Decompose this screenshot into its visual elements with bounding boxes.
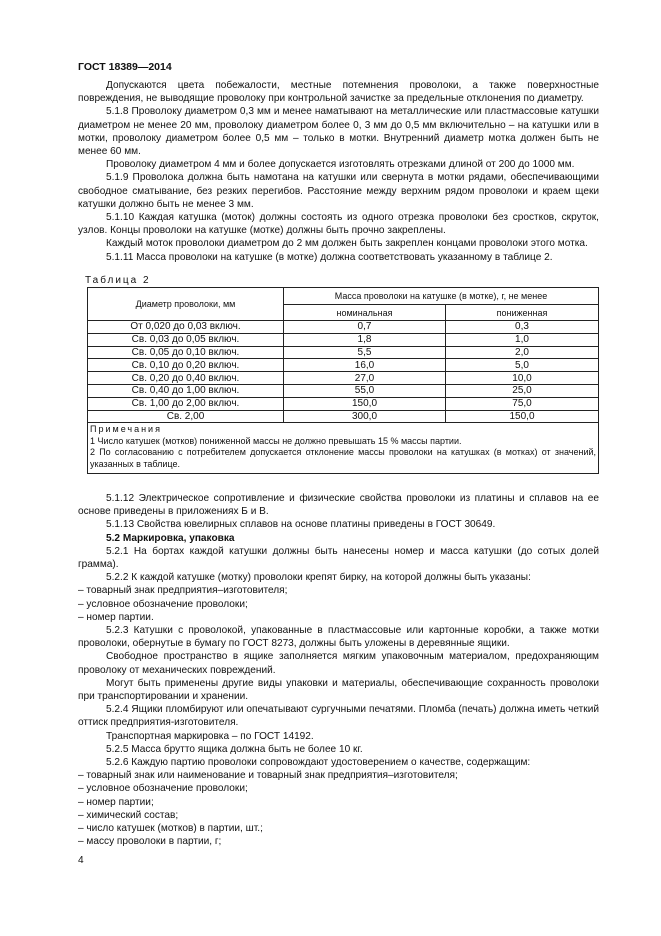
- section-heading: 5.2 Маркировка, упаковка: [106, 532, 235, 544]
- diameter-cell: Св. 0,03 до 0,05 включ.: [88, 333, 284, 346]
- nominal-mass-cell: 55,0: [284, 384, 446, 397]
- paragraph: 5.1.12 Электрическое сопротивление и физические свойства проволоки из платины и сплавов на ее основе приведены в приложениях Б и В.: [78, 493, 599, 518]
- table-row: [88, 372, 599, 385]
- paragraph: Свободное пространство в ящике заполняется мягким упаковочным материалом, предохраняющим проволоку от механических повреждений.: [78, 651, 599, 676]
- reduced-mass-cell: 150,0: [446, 410, 599, 423]
- paragraph: Каждый моток проволоки диаметром до 2 мм должен быть закреплен концами проволоки этого мотка.: [106, 238, 588, 250]
- top-text: [78, 79, 599, 264]
- list-item: – массу проволоки в партии, г;: [78, 836, 222, 848]
- list-item: – число катушек (мотков) в партии, шт.;: [78, 823, 263, 835]
- nominal-mass-cell: 0,7: [284, 321, 446, 334]
- paragraph: 5.1.8 Проволоку диаметром 0,3 мм и менее наматывают на металлические или пластмассовые катушки диаметром не менее 20 мм, проволоку диаметром более 0, 3 мм до 0,5 мм включительно – на катушки или в мотки, проволоку диаметром более 0,5 мм – только в мотки. Внутренний диаметр мотка должен быть не менее 60 мм.: [78, 106, 599, 158]
- list-item: – условное обозначение проволоки;: [78, 783, 248, 795]
- paragraph: Транспортная маркировка – по ГОСТ 14192.: [106, 730, 314, 742]
- column-header-reduced: пониженная: [446, 305, 599, 321]
- table-notes: [88, 423, 599, 474]
- notes-title: Примечания: [90, 424, 162, 435]
- nominal-mass-cell: 5,5: [284, 346, 446, 359]
- column-header-nominal: номинальная: [284, 305, 446, 321]
- reduced-mass-cell: 2,0: [446, 346, 599, 359]
- paragraph: 5.2.4 Ящики пломбируют или опечатывают сургучными печатями. Пломба (печать) должна иметь четкий оттиск предприятия-изготовителя.: [78, 704, 599, 729]
- diameter-cell: Св. 2,00: [88, 410, 284, 423]
- note: 1 Число катушек (мотков) пониженной массы не должно превышать 15 % массы партии.: [90, 435, 462, 446]
- table-row: [88, 410, 599, 423]
- diameter-cell: Св. 0,20 до 0,40 включ.: [88, 372, 284, 385]
- paragraph: 5.2.2 К каждой катушке (мотку) проволоки крепят бирку, на которой должны быть указаны:: [106, 572, 531, 584]
- list-item: – химический состав;: [78, 809, 179, 821]
- table-row: [88, 384, 599, 397]
- document-header: ГОСТ 18389—2014: [78, 61, 172, 73]
- nominal-mass-cell: 300,0: [284, 410, 446, 423]
- diameter-cell: От 0,020 до 0,03 включ.: [88, 321, 284, 334]
- reduced-mass-cell: 1,0: [446, 333, 599, 346]
- note: 2 По согласованию с потребителем допускается отклонение массы проволоки на катушках (в мотках) от значений, указанных в таблице.: [90, 447, 596, 469]
- table-row: [88, 333, 599, 346]
- column-group-header: Масса проволоки на катушке (в мотке), г, не менее: [284, 288, 599, 305]
- page-number: 4: [78, 855, 84, 866]
- table-row: [88, 397, 599, 410]
- nominal-mass-cell: 27,0: [284, 372, 446, 385]
- table-row: [88, 321, 599, 334]
- diameter-cell: Св. 0,40 до 1,00 включ.: [88, 384, 284, 397]
- paragraph: Допускаются цвета побежалости, местные потемнения проволоки, а также поверхностные повреждения, не выводящие проволоку при контрольной зачистке за предельные отклонения по диаметру.: [78, 80, 599, 105]
- list-item: – товарный знак или наименование и товарный знак предприятия–изготовителя;: [78, 770, 458, 782]
- paragraph: 5.1.9 Проволока должна быть намотана на катушки или свернута в мотки рядами, обеспечивающими свободное сматывание, без резких перегибов. Расстояние между верхним рядом проволоки и краем щеки катушки должно быть не менее 3 мм.: [78, 172, 599, 210]
- mass-table: [87, 287, 599, 474]
- list-item: – товарный знак предприятия–изготовителя;: [78, 585, 288, 597]
- list-item: – номер партии.: [78, 611, 154, 623]
- nominal-mass-cell: 16,0: [284, 359, 446, 372]
- reduced-mass-cell: 0,3: [446, 321, 599, 334]
- paragraph: Могут быть применены другие виды упаковки и материалы, обеспечивающие сохранность проволоки при транспортировании и хранении.: [78, 677, 599, 703]
- paragraph: 5.1.10 Каждая катушка (моток) должны состоять из одного отрезка проволоки без сростков, скруток, узлов. Концы проволоки на катушке (мотке) должны быть прочно закреплены.: [78, 212, 599, 237]
- list-item: – номер партии;: [78, 796, 154, 808]
- diameter-cell: Св. 0,10 до 0,20 включ.: [88, 359, 284, 372]
- reduced-mass-cell: 75,0: [446, 397, 599, 410]
- diameter-cell: Св. 1,00 до 2,00 включ.: [88, 397, 284, 410]
- paragraph: 5.2.6 Каждую партию проволоки сопровождают удостоверением о качестве, содержащим:: [106, 757, 531, 769]
- paragraph: 5.2.3 Катушки с проволокой, упакованные в пластмассовые или картонные коробки, а также мотки проволоки, обернутые в бумагу по ГОСТ 8273, должны быть уложены в деревянные ящики.: [78, 625, 599, 650]
- table-row: [88, 346, 599, 359]
- paragraph: 5.2.1 На бортах каждой катушки должны быть нанесены номер и масса катушки (до сотых долей грамма).: [78, 545, 599, 571]
- reduced-mass-cell: 10,0: [446, 372, 599, 385]
- paragraph: 5.2.5 Масса брутто ящика должна быть не более 10 кг.: [106, 743, 363, 755]
- list-item: – условное обозначение проволоки;: [78, 598, 248, 610]
- reduced-mass-cell: 5,0: [446, 359, 599, 372]
- nominal-mass-cell: 150,0: [284, 397, 446, 410]
- bottom-text: [78, 492, 599, 848]
- paragraph: 5.1.13 Свойства ювелирных сплавов на основе платины приведены в ГОСТ 30649.: [106, 519, 496, 531]
- paragraph: 5.1.11 Масса проволоки на катушке (в мотке) должна соответствовать указанному в таблице 2.: [106, 251, 553, 263]
- nominal-mass-cell: 1,8: [284, 333, 446, 346]
- reduced-mass-cell: 25,0: [446, 384, 599, 397]
- table-row: [88, 359, 599, 372]
- diameter-cell: Св. 0,05 до 0,10 включ.: [88, 346, 284, 359]
- paragraph: Проволоку диаметром 4 мм и более допускается изготовлять отрезками длиной от 200 до 1000 мм.: [106, 159, 575, 171]
- column-header-diameter: Диаметр проволоки, мм: [88, 288, 284, 321]
- table-caption: Таблица 2: [85, 275, 151, 286]
